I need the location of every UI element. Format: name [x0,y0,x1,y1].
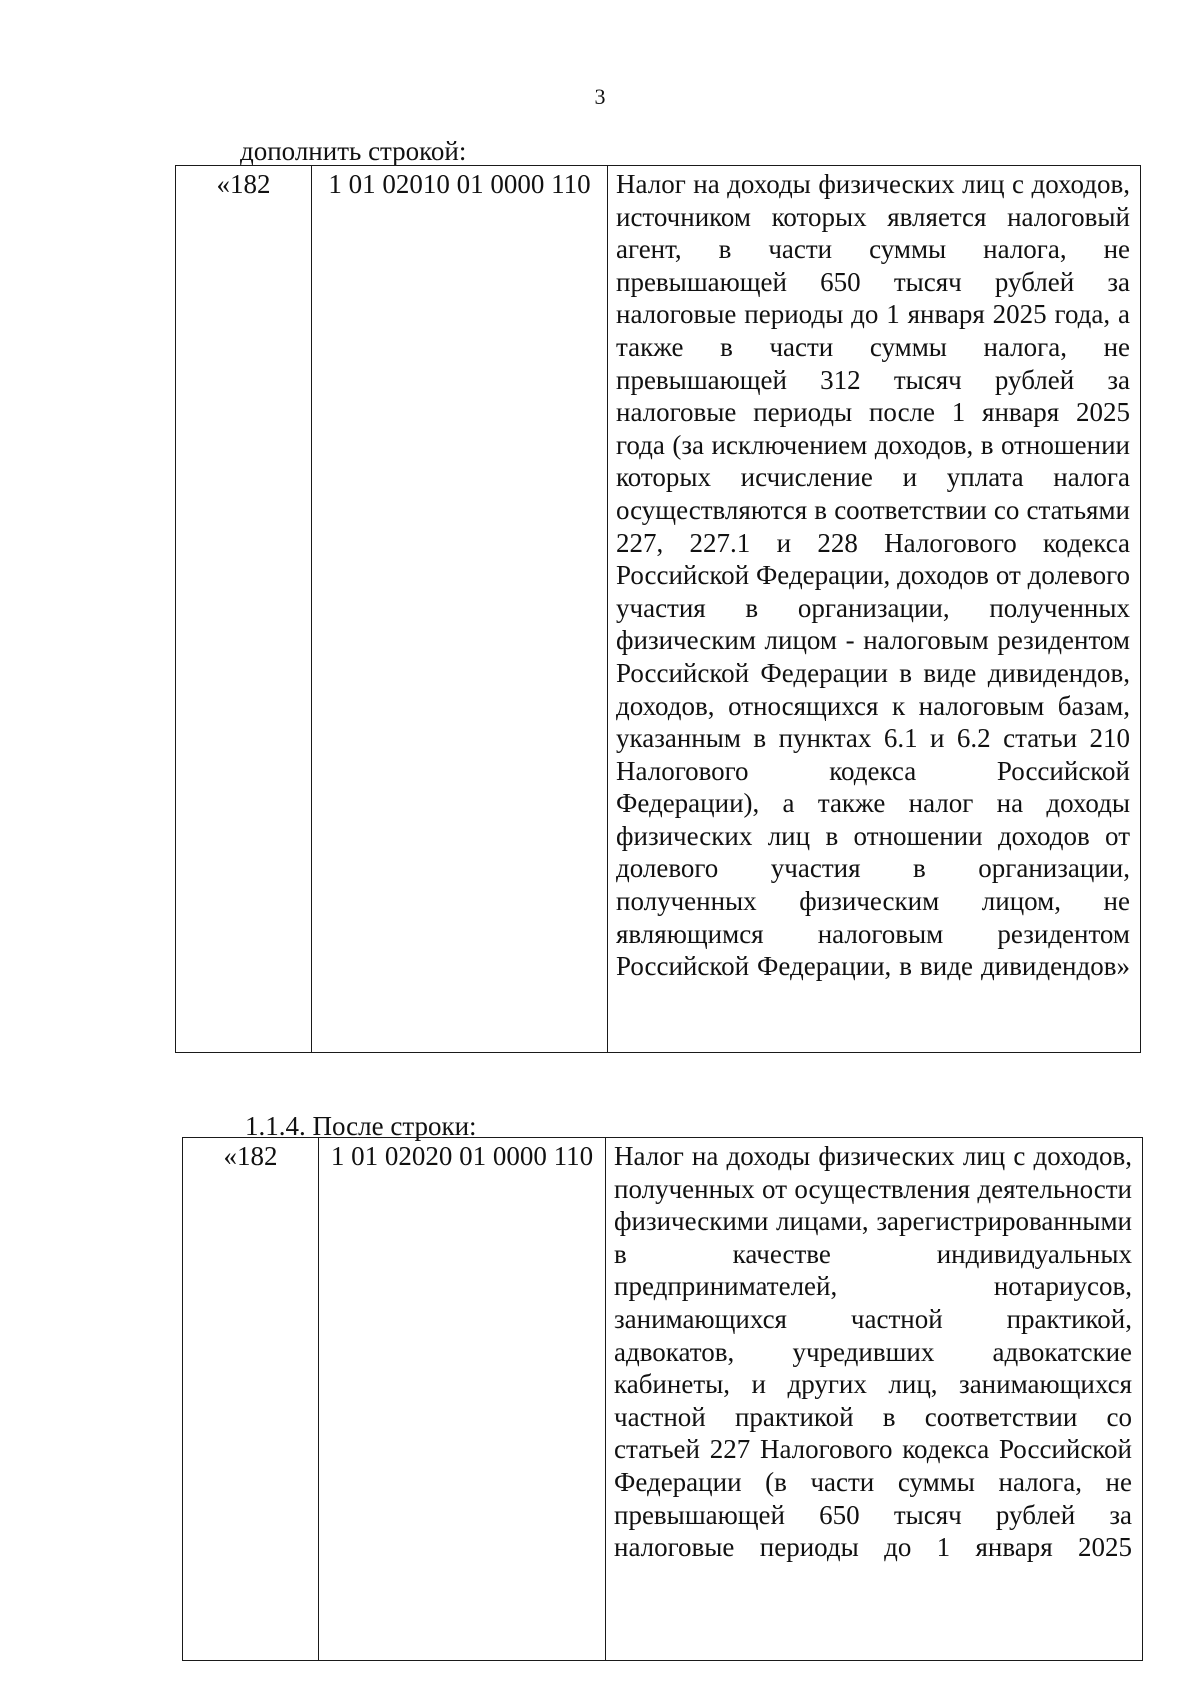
income-name-cell: Налог на доходы физических лиц с доходов, полученных от осуществления деятельности физическими лицами, зарегистрированными в качестве индивидуальных предпринимателей, нотариусов, занимающихся частной практикой, адвокатов, учредивших адвокатские кабинеты, и других лиц, занимающихся частной практикой в соответствии со статьей 227 Налогового кодекса Российской Федерации (в части суммы налога, не превышающей 650 тысяч рублей за налоговые периоды до 1 января 2025 [606,1138,1143,1661]
table-row [183,1138,1143,1661]
admin-code-cell: «182 [183,1138,319,1661]
kbk-code-cell: 1 01 02010 01 0000 110 [312,166,608,1053]
kbk-table-added-row [175,165,1141,1053]
table-row [176,166,1141,1053]
section-1-lead-text: дополнить строкой: [240,136,467,166]
admin-code-cell: «182 [176,166,312,1053]
kbk-table-reference-row [182,1137,1143,1661]
page-number: 3 [594,84,606,109]
kbk-code-cell: 1 01 02020 01 0000 110 [319,1138,606,1661]
income-name-cell: Налог на доходы физических лиц с доходов, источником которых является налоговый агент, в части суммы налога, не превышающей 650 тысяч рублей за налоговые периоды до 1 января 2025 года, а также в части суммы налога, не превышающей 312 тысяч рублей за налоговые периоды после 1 января 2025 года (за исключением доходов, в отношении которых исчисление и уплата налога осуществляются в соответствии со статьями 227, 227.1 и 228 Налогового кодекса Российской Федерации, доходов от долевого участия в организации, полученных физическим лицом - налоговым резидентом Российской Федерации в виде дивидендов, доходов, относящихся к налоговым базам, указанным в пунктах 6.1 и 6.2 статьи 210 Налогового кодекса Российской Федерации), а также налог на доходы физических лиц в отношении доходов от долевого участия в организации, полученных физическим лицом, не являющимся налоговым резидентом Российской Федерации, в виде дивидендов» [608,166,1141,1053]
section-2-lead-text: 1.1.4. После строки: [245,1111,477,1141]
